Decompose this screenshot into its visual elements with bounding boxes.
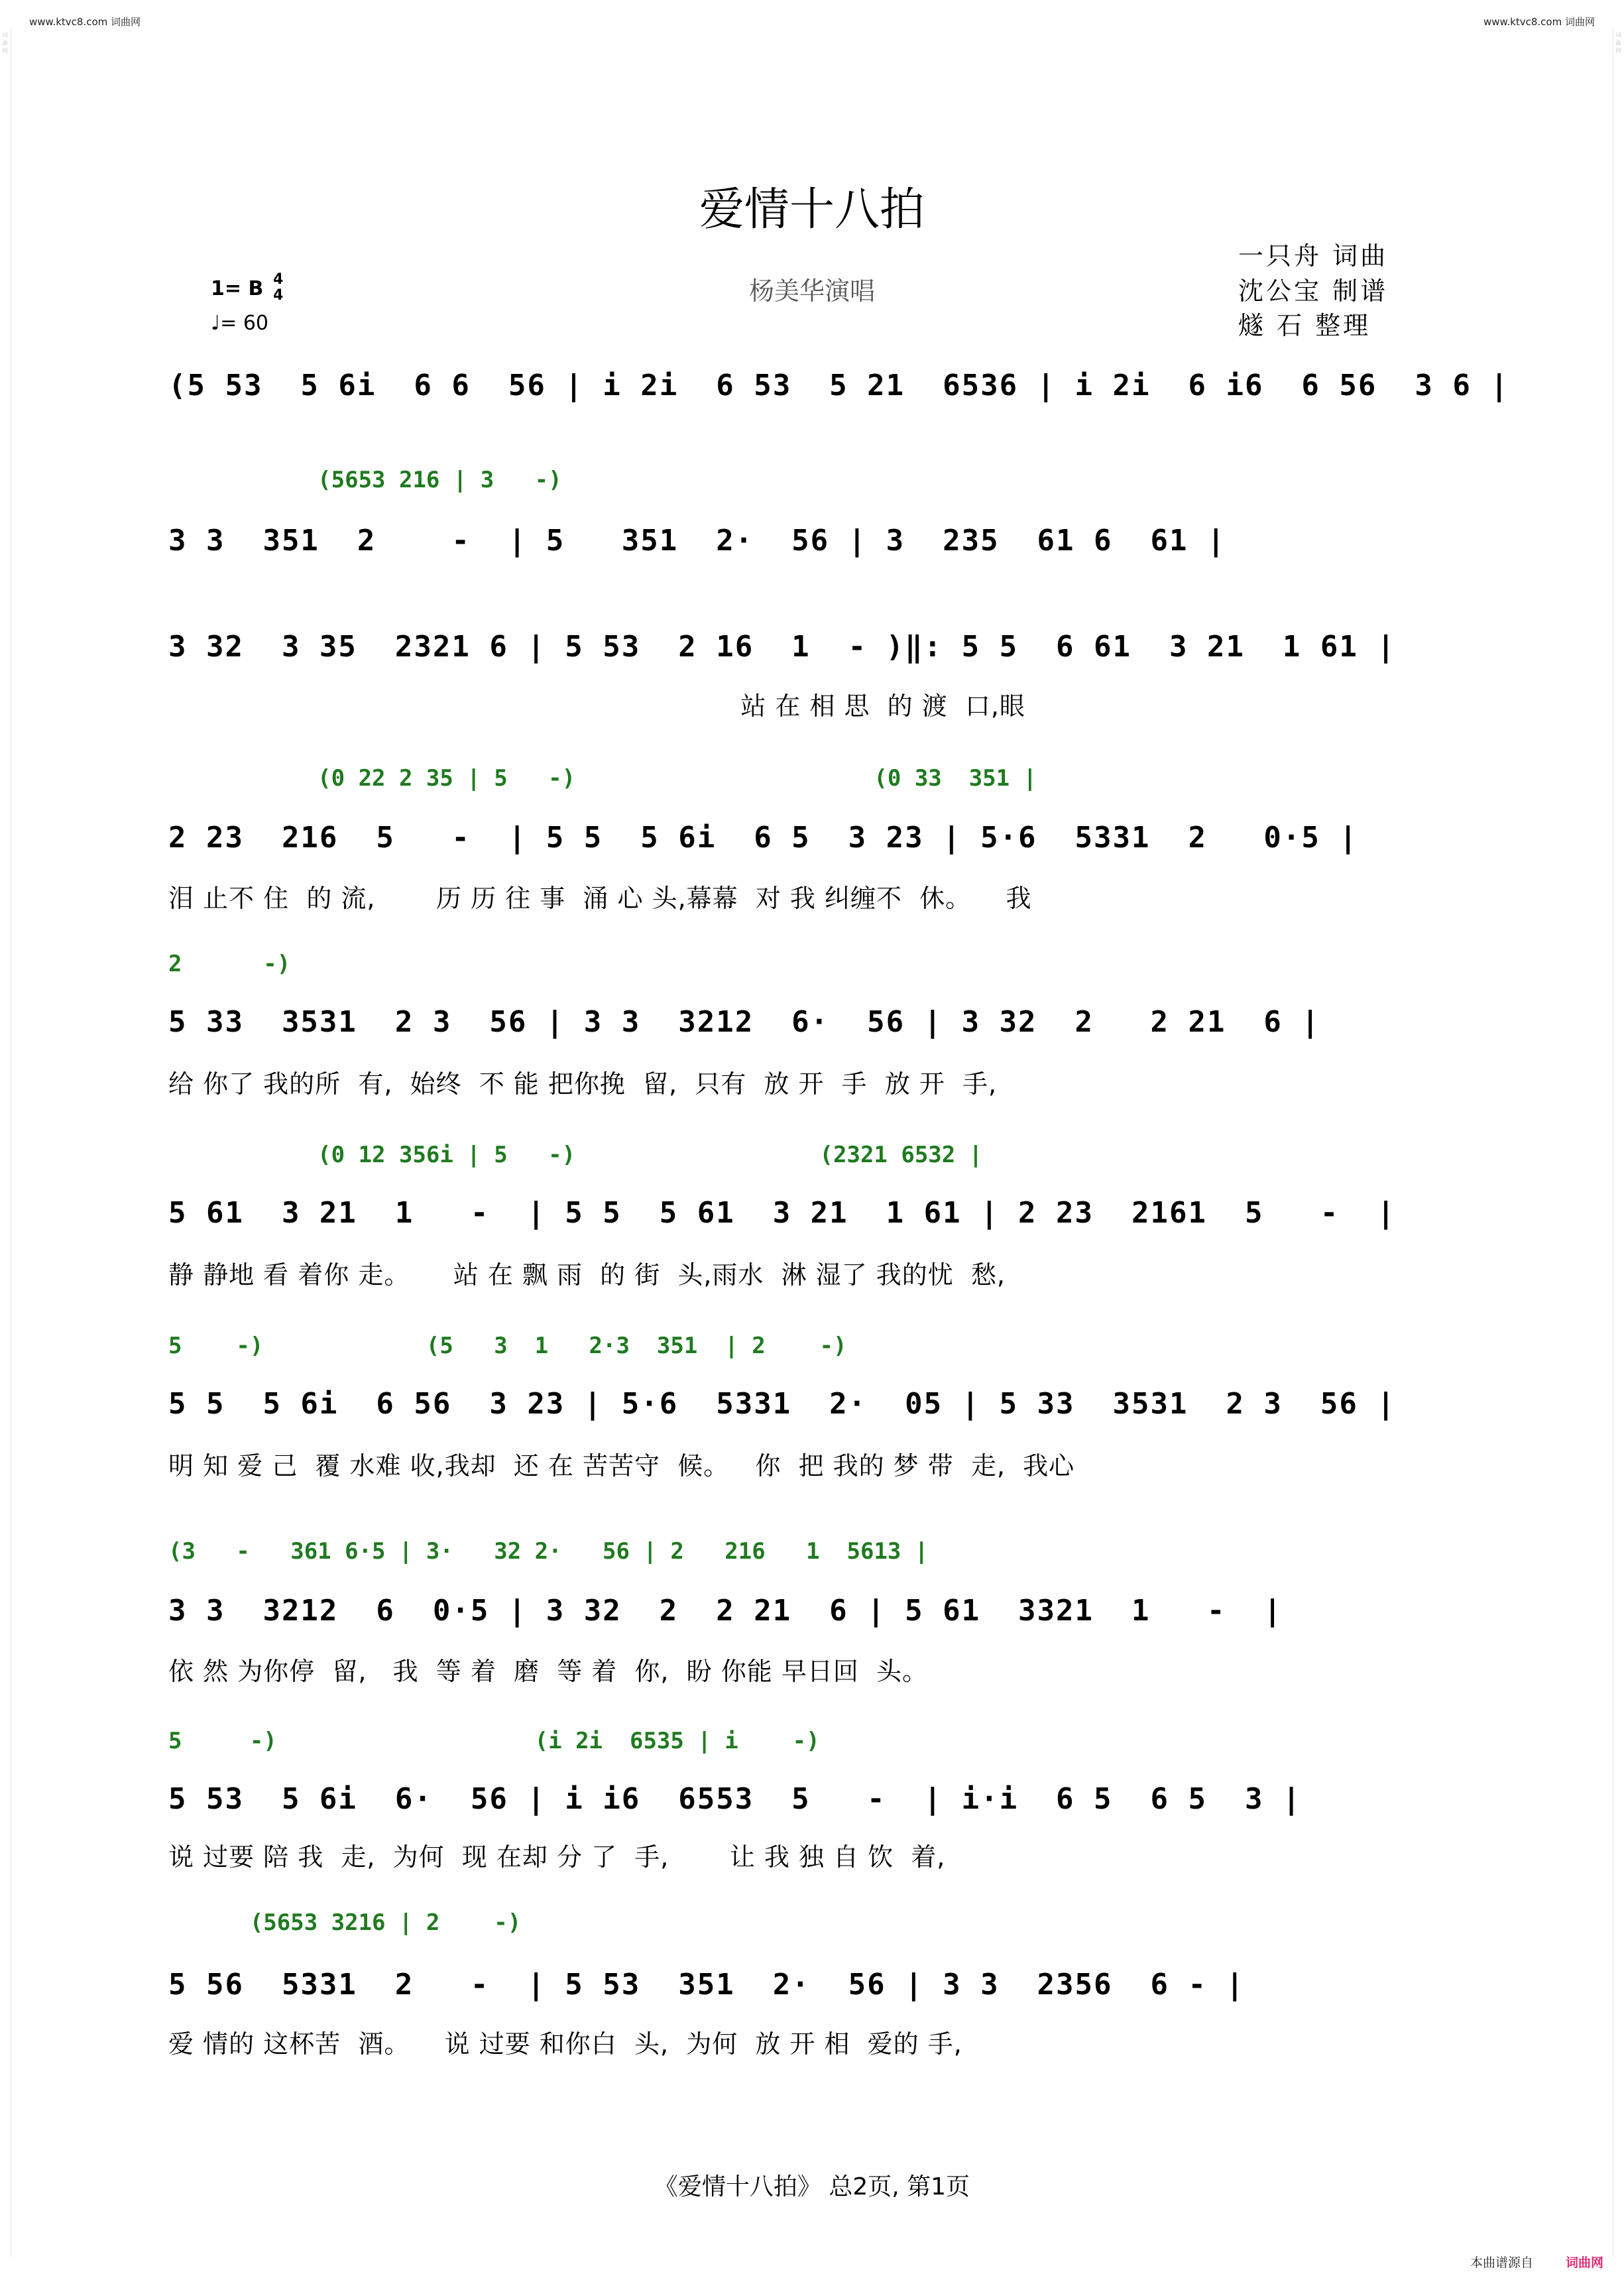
lyrics-line: 明 知 爱 己 覆 水难 收,我却 还 在 苦苦守 候。 你 把 我的 梦 带 走, 我心 bbox=[168, 1451, 1075, 1480]
time-bottom: 4 bbox=[273, 287, 284, 304]
notation-line: 5 33 3531 2 3 56 | 3 3 3212 6· 56 | 3 32 2 2 21 6 | bbox=[168, 1005, 1320, 1039]
lyrics-line: 给 你了 我的所 有, 始终 不 能 把你挽 留, 只有 放 开 手 放 开 手, bbox=[168, 1069, 998, 1099]
lyrics-line: 说 过要 陪 我 走, 为何 现 在却 分 了 手, 让 我 独 自 饮 着, bbox=[168, 1842, 946, 1872]
lyrics-line: 站 在 相 思 的 渡 口,眼 bbox=[168, 691, 1025, 721]
performer: 杨美华演唱 bbox=[748, 276, 875, 306]
tempo-mark: ♩= 60 bbox=[211, 312, 268, 335]
lyrics-line: 爱 情的 这杯苦 酒。 说 过要 和你白 头, 为何 放 开 相 爱的 手, bbox=[168, 2029, 962, 2059]
source-logo-text: 本曲谱源自 bbox=[1470, 2255, 1534, 2270]
notation-line: 3 3 3212 6 0·5 | 3 32 2 2 21 6 | 5 61 3321 1 - | bbox=[168, 1594, 1283, 1628]
key-signature: 1= B bbox=[211, 277, 264, 300]
site-header-right[interactable]: www.ktvc8.com 词曲网 bbox=[1483, 16, 1595, 28]
site-logo[interactable]: 词曲网 bbox=[1566, 2255, 1604, 2270]
notation-line: 5 5 5 6i 6 56 3 23 | 5·6 5331 2· 05 | 5 33 3531 2 3 56 | bbox=[168, 1387, 1396, 1421]
lyrics-line: 泪 止不 住 的 流, 历 历 往 事 涌 心 头,幕幕 对 我 纠缠不 休。 我 bbox=[168, 884, 1032, 913]
time-signature bbox=[273, 272, 283, 304]
lyrics-line: 依 然 为你停 留, 我 等 着 磨 等 着 你, 盼 你能 早日回 头。 bbox=[168, 1657, 928, 1686]
time-top: 4 bbox=[273, 271, 284, 288]
song-title: 爱情十八拍 bbox=[699, 184, 925, 236]
lyrics-line: 静 静地 看 着你 走。 站 在 飘 雨 的 街 头,雨水 淋 湿了 我的忧 愁, bbox=[168, 1260, 1006, 1290]
accompaniment-line: 5 -) (5 3 1 2·3 351 | 2 -) bbox=[168, 1333, 847, 1359]
notation-line: (5 53 5 6i 6 6 56 | i 2i 6 53 5 21 6536 | i 2i 6 i6 6 56 3 6 | bbox=[168, 369, 1509, 402]
accompaniment-line: 5 -) (i 2i 6535 | i -) bbox=[168, 1728, 820, 1754]
notation-line: 5 53 5 6i 6· 56 | i i6 6553 5 - | i·i 6 5 6 5 3 | bbox=[168, 1782, 1302, 1816]
notation-line: 3 32 3 35 2321 6 | 5 53 2 16 1 - )‖: 5 5 6 61 3 21 1 61 | bbox=[168, 630, 1396, 664]
credit-score: 沈公宝 制谱 bbox=[1238, 276, 1389, 306]
right-margin-strip: 词 曲 网 bbox=[1613, 27, 1624, 2257]
accompaniment-line: 2 -) bbox=[168, 951, 291, 977]
notation-line: 5 56 5331 2 - | 5 53 351 2· 56 | 3 3 2356 6 - | bbox=[168, 1968, 1245, 2002]
accompaniment-line: (3 - 361 6·5 | 3· 32 2· 56 | 2 216 1 5613 | bbox=[168, 1538, 929, 1565]
accompaniment-line: (0 12 356i | 5 -) (2321 6532 | bbox=[168, 1142, 983, 1168]
credit-lyrics-music: 一只舟 词曲 bbox=[1238, 241, 1389, 270]
notation-line: 3 3 351 2 - | 5 351 2· 56 | 3 235 61 6 61 | bbox=[168, 524, 1226, 558]
notation-line: 2 23 216 5 - | 5 5 5 6i 6 5 3 23 | 5·6 5331 2 0·5 | bbox=[168, 821, 1358, 855]
accompaniment-line: (5653 216 | 3 -) bbox=[168, 467, 562, 493]
accompaniment-line: (5653 3216 | 2 -) bbox=[168, 1909, 522, 1936]
accompaniment-line: (0 22 2 35 | 5 -) (0 33 351 | bbox=[168, 765, 1037, 792]
page-footer: 《爱情十八拍》 总2页, 第1页 bbox=[654, 2173, 970, 2200]
site-header-left[interactable]: www.ktvc8.com 词曲网 bbox=[29, 16, 141, 28]
left-margin-strip: 词 曲 网 bbox=[0, 27, 11, 2257]
credit-editor: 燧 石 整理 bbox=[1238, 311, 1371, 340]
notation-line: 5 61 3 21 1 - | 5 5 5 61 3 21 1 61 | 2 23 2161 5 - | bbox=[168, 1196, 1396, 1230]
